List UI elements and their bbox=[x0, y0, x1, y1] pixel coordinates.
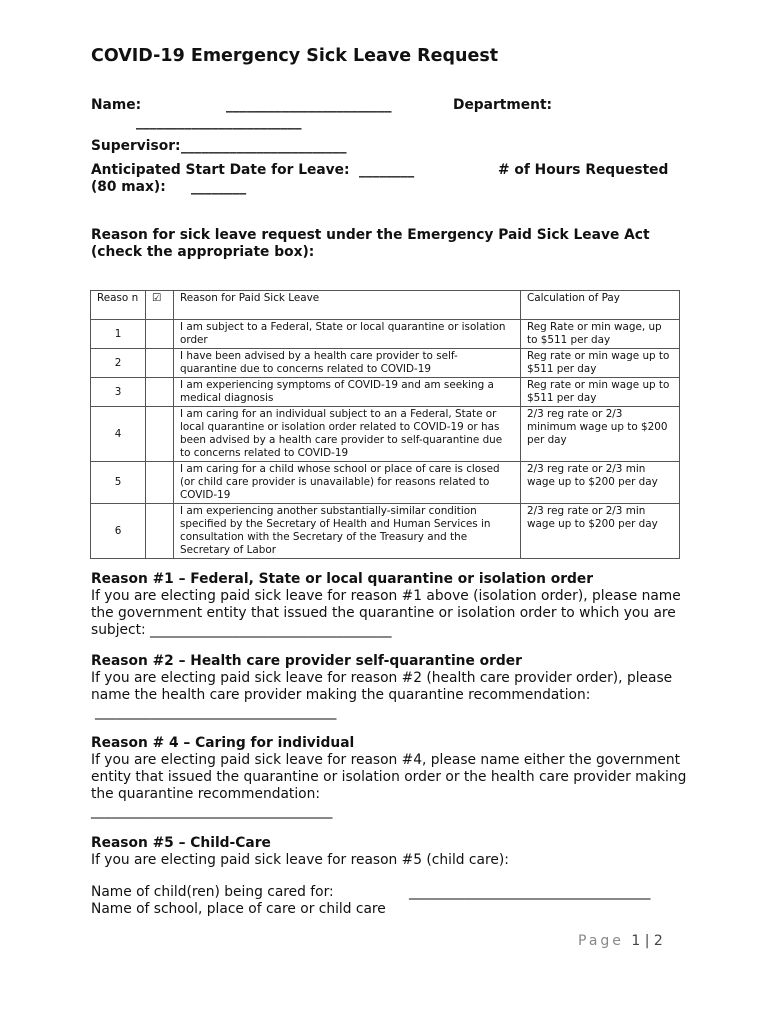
reason-text: I am experiencing symptoms of COVID-19 and am seeking a medical diagnosis bbox=[174, 378, 521, 407]
reason-text: I am caring for an individual subject to an a Federal, State or local quarantine or isolation order related to COVID-19 or has been advised by a health care provider to self-quarantine due to concerns related to COVID-19 bbox=[174, 407, 521, 462]
reason4-text: If you are electing paid sick leave for reason #4, please name either the government entity that issued the quarantine or isolation order or the health care provider making the quarantine recommendation: bbox=[91, 752, 687, 802]
table-row bbox=[91, 378, 680, 407]
start-date-field[interactable]: ________ bbox=[359, 162, 415, 178]
reason-checkbox[interactable] bbox=[146, 378, 174, 407]
supervisor-field[interactable]: ________________________ bbox=[181, 138, 347, 154]
reason-intro: Reason for sick leave request under the Emergency Paid Sick Leave Act (check the appropriate box): bbox=[91, 227, 650, 260]
header-pay: Calculation of Pay bbox=[521, 291, 680, 320]
reason4-section bbox=[91, 735, 691, 820]
reason-number: 5 bbox=[91, 462, 146, 504]
reasons-table bbox=[90, 290, 680, 559]
reason1-text: If you are electing paid sick leave for reason #1 above (isolation order), please name the government entity that issued the quarantine or isolation order to which you are subject: ___________________________________ bbox=[91, 588, 681, 638]
page-title: COVID-19 Emergency Sick Leave Request bbox=[91, 46, 499, 66]
pay-text: 2/3 reg rate or 2/3 min wage up to $200 per day bbox=[521, 504, 680, 559]
table-row bbox=[91, 504, 680, 559]
header-reason-number: Reaso n bbox=[91, 291, 146, 320]
reason-text: I am subject to a Federal, State or local quarantine or isolation order bbox=[174, 320, 521, 349]
name-field[interactable]: ________________________ bbox=[226, 97, 392, 113]
reason5-text: If you are electing paid sick leave for reason #5 (child care): bbox=[91, 852, 509, 868]
reason2-section bbox=[91, 653, 691, 721]
name-label: Name: bbox=[91, 97, 142, 113]
hours-field[interactable]: ________ bbox=[191, 179, 247, 195]
table-row bbox=[91, 320, 680, 349]
reason-checkbox[interactable] bbox=[146, 407, 174, 462]
table-row bbox=[91, 407, 680, 462]
reason-number: 4 bbox=[91, 407, 146, 462]
pay-text: Reg Rate or min wage, up to $511 per day bbox=[521, 320, 680, 349]
pay-text: Reg rate or min wage up to $511 per day bbox=[521, 378, 680, 407]
reason-number: 1 bbox=[91, 320, 146, 349]
department-label: Department: bbox=[453, 97, 553, 113]
table-row bbox=[91, 462, 680, 504]
reason-number: 6 bbox=[91, 504, 146, 559]
child-name-label: Name of child(ren) being cared for: bbox=[91, 884, 334, 900]
pay-text: 2/3 reg rate or 2/3 minimum wage up to $200 per day bbox=[521, 407, 680, 462]
reason-text: I am experiencing another substantially-similar condition specified by the Secretary of Health and Human Services in consultation with the Secretary of the Treasury and the Secretary of Labor bbox=[174, 504, 521, 559]
header-reason: Reason for Paid Sick Leave bbox=[174, 291, 521, 320]
page-number: 1 | 2 bbox=[631, 933, 663, 949]
reason2-heading: Reason #2 – Health care provider self-quarantine order bbox=[91, 653, 522, 669]
reason4-field[interactable]: ___________________________________ bbox=[91, 803, 333, 819]
reason2-text: If you are electing paid sick leave for reason #2 (health care provider order), please name the health care provider making the quarantine recommendation: bbox=[91, 670, 673, 703]
supervisor-label: Supervisor: bbox=[91, 138, 181, 154]
reason4-heading: Reason # 4 – Caring for individual bbox=[91, 735, 355, 751]
table-row bbox=[91, 349, 680, 378]
reason-checkbox[interactable] bbox=[146, 320, 174, 349]
reason-checkbox[interactable] bbox=[146, 462, 174, 504]
page-footer bbox=[578, 933, 663, 949]
header-check-icon: ☑ bbox=[146, 291, 174, 320]
reason5-section bbox=[91, 835, 691, 869]
reason-text: I am caring for a child whose school or place of care is closed (or child care provider is unavailable) for reasons related to COVID-19 bbox=[174, 462, 521, 504]
hours-label: # of Hours Requested bbox=[498, 162, 669, 178]
reason1-heading: Reason #1 – Federal, State or local quarantine or isolation order bbox=[91, 571, 594, 587]
reason-checkbox[interactable] bbox=[146, 349, 174, 378]
reason1-section bbox=[91, 571, 691, 639]
reason-text: I have been advised by a health care provider to self-quarantine due to concerns related to COVID-19 bbox=[174, 349, 521, 378]
child-name-field[interactable]: ___________________________________ bbox=[409, 884, 651, 900]
reason2-field[interactable]: ___________________________________ bbox=[95, 704, 337, 720]
page-word: Page bbox=[578, 933, 624, 949]
table-header-row bbox=[91, 291, 680, 320]
reason-number: 2 bbox=[91, 349, 146, 378]
reason5-heading: Reason #5 – Child-Care bbox=[91, 835, 271, 851]
pay-text: 2/3 reg rate or 2/3 min wage up to $200 per day bbox=[521, 462, 680, 504]
school-name-label: Name of school, place of care or child care bbox=[91, 901, 386, 917]
reason-number: 3 bbox=[91, 378, 146, 407]
department-field[interactable]: ________________________ bbox=[136, 114, 302, 130]
start-date-label: Anticipated Start Date for Leave: bbox=[91, 162, 350, 178]
pay-text: Reg rate or min wage up to $511 per day bbox=[521, 349, 680, 378]
reason-checkbox[interactable] bbox=[146, 504, 174, 559]
hours-max-label: (80 max): bbox=[91, 179, 166, 195]
